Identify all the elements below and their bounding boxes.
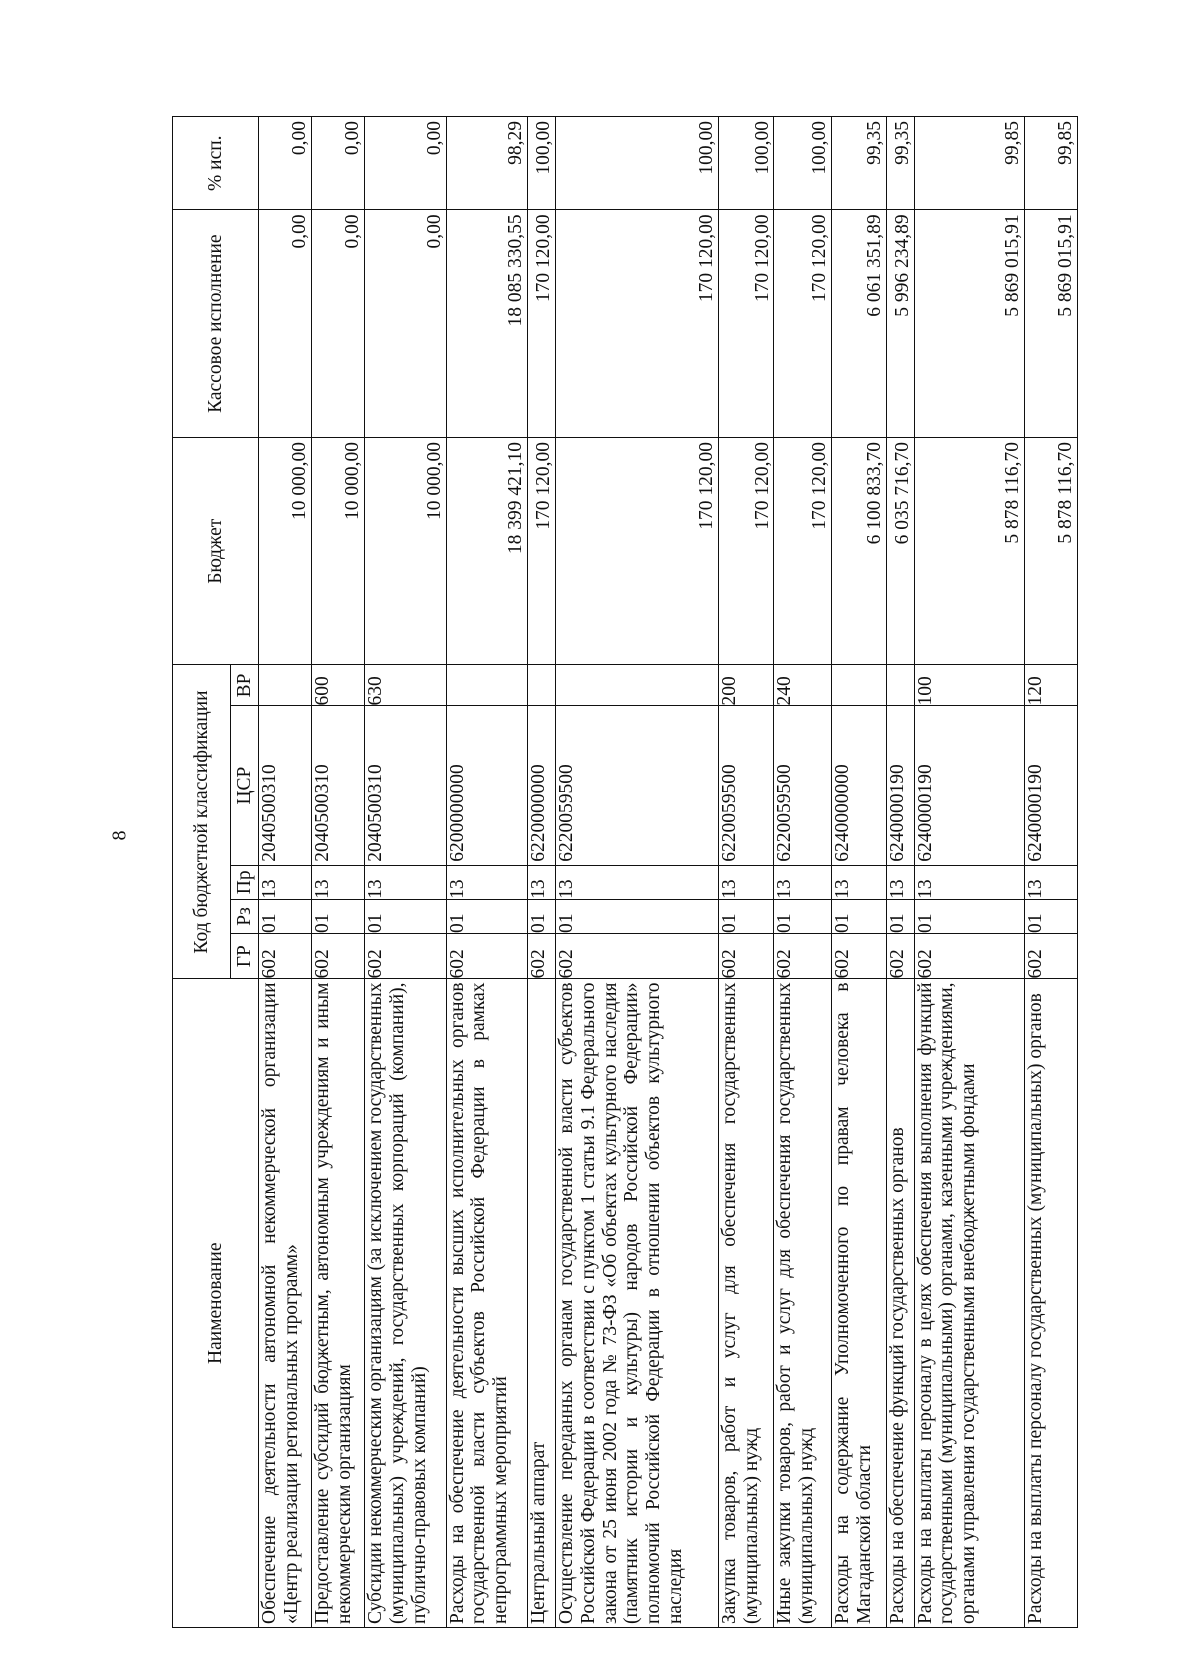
header-cash-execution: Кассовое исполнение: [173, 210, 259, 438]
row-cash: 5 996 234,89: [886, 210, 914, 438]
row-pct: 100,00: [719, 117, 774, 210]
row-csr: 2040500310: [364, 706, 446, 865]
row-pct: 100,00: [555, 117, 718, 210]
row-pct: 0,00: [311, 117, 364, 210]
row-name: Расходы на содержание Уполномоченного по правам человека в Магаданской области: [831, 979, 886, 1628]
row-gr: 602: [311, 933, 364, 979]
row-name: Расходы на выплаты персоналу в целях обеспечения выполнения функций государственными (муниципальными) органами, казенными учреждениями, органами управления государственными внебюджетными фондами: [914, 979, 1024, 1628]
row-vr: 120: [1024, 665, 1077, 706]
table-row: [719, 117, 774, 1628]
row-pct: 99,85: [1024, 117, 1077, 210]
row-rz: 01: [528, 899, 556, 933]
row-budget: 170 120,00: [555, 437, 718, 665]
row-cash: 0,00: [364, 210, 446, 438]
row-name: Расходы на обеспечение деятельности высших исполнительных органов государственной власти субъектов Российской Федерации в рамках непрограммных мероприятий: [446, 979, 528, 1628]
row-pct: 99,35: [831, 117, 886, 210]
row-pct: 0,00: [259, 117, 312, 210]
row-gr: 602: [1024, 933, 1077, 979]
budget-execution-table: [172, 116, 1078, 1628]
row-pr: 13: [914, 865, 1024, 899]
row-pct: 0,00: [364, 117, 446, 210]
row-csr: 6240000190: [914, 706, 1024, 865]
row-budget: 10 000,00: [364, 437, 446, 665]
row-budget: 6 035 716,70: [886, 437, 914, 665]
row-pct: 98,29: [446, 117, 528, 210]
table-row: [311, 117, 364, 1628]
table-row: [528, 117, 556, 1628]
row-rz: 01: [886, 899, 914, 933]
row-cash: 170 120,00: [774, 210, 831, 438]
row-csr: 6240000000: [831, 706, 886, 865]
table-row: [831, 117, 886, 1628]
row-rz: 01: [719, 899, 774, 933]
row-pr: 13: [446, 865, 528, 899]
row-pr: 13: [1024, 865, 1077, 899]
row-csr: 6220059500: [555, 706, 718, 865]
row-vr: 240: [774, 665, 831, 706]
row-pct: 99,85: [914, 117, 1024, 210]
row-rz: 01: [555, 899, 718, 933]
row-name: Закупка товаров, работ и услуг для обеспечения государственных (муниципальных) нужд: [719, 979, 774, 1628]
row-rz: 01: [259, 899, 312, 933]
row-budget: 10 000,00: [311, 437, 364, 665]
row-gr: 602: [831, 933, 886, 979]
row-cash: 170 120,00: [555, 210, 718, 438]
row-gr: 602: [774, 933, 831, 979]
row-rz: 01: [914, 899, 1024, 933]
table-row: [1024, 117, 1077, 1628]
row-cash: 5 869 015,91: [1024, 210, 1077, 438]
row-gr: 602: [886, 933, 914, 979]
row-budget: 6 100 833,70: [831, 437, 886, 665]
row-rz: 01: [311, 899, 364, 933]
row-pr: 13: [364, 865, 446, 899]
header-gr: ГР: [231, 933, 259, 979]
header-vr: ВР: [231, 665, 259, 706]
row-cash: 0,00: [311, 210, 364, 438]
row-cash: 0,00: [259, 210, 312, 438]
row-pr: 13: [259, 865, 312, 899]
row-name: Субсидии некоммерческим организациям (за исключением государственных (муниципальных) учреждений, государственных корпораций (компаний), публично-правовых компаний): [364, 979, 446, 1628]
row-pr: 13: [886, 865, 914, 899]
row-vr: 630: [364, 665, 446, 706]
row-gr: 602: [364, 933, 446, 979]
header-pr: Пр: [231, 865, 259, 899]
header-csr: ЦСР: [231, 706, 259, 865]
row-vr: [446, 665, 528, 706]
row-gr: 602: [528, 933, 556, 979]
row-budget: 170 120,00: [719, 437, 774, 665]
header-budget: Бюджет: [173, 437, 259, 665]
table-row: [774, 117, 831, 1628]
row-vr: 200: [719, 665, 774, 706]
row-name: Предоставление субсидий бюджетным, автономным учреждениям и иным некоммерческим организациям: [311, 979, 364, 1628]
row-vr: [886, 665, 914, 706]
row-rz: 01: [1024, 899, 1077, 933]
table-row: [555, 117, 718, 1628]
row-pr: 13: [831, 865, 886, 899]
row-gr: 602: [719, 933, 774, 979]
row-name: Иные закупки товаров, работ и услуг для обеспечения государственных (муниципальных) нужд: [774, 979, 831, 1628]
row-cash: 18 085 330,55: [446, 210, 528, 438]
row-cash: 6 061 351,89: [831, 210, 886, 438]
row-cash: 5 869 015,91: [914, 210, 1024, 438]
row-gr: 602: [555, 933, 718, 979]
row-vr: [259, 665, 312, 706]
row-csr: 6220059500: [719, 706, 774, 865]
row-pr: 13: [528, 865, 556, 899]
row-vr: [555, 665, 718, 706]
table-row: [446, 117, 528, 1628]
row-cash: 170 120,00: [719, 210, 774, 438]
row-name: Осуществление переданных органам государственной власти субъектов Российской Федерации в соответствии с пунктом 1 статьи 9.1 Федерального закона от 25 июня 2002 года № 73-ФЗ «Об объектах культурного наследия (памятник истории и культуры) народов Российской Федерации» полномочий Российской Федерации в отношении объектов культурного наследия: [555, 979, 718, 1628]
row-rz: 01: [831, 899, 886, 933]
row-budget: 5 878 116,70: [1024, 437, 1077, 665]
row-csr: 2040500310: [259, 706, 312, 865]
row-csr: 6240000190: [886, 706, 914, 865]
row-rz: 01: [364, 899, 446, 933]
row-pr: 13: [311, 865, 364, 899]
row-pr: 13: [719, 865, 774, 899]
row-gr: 602: [259, 933, 312, 979]
table-row: [886, 117, 914, 1628]
row-budget: 10 000,00: [259, 437, 312, 665]
row-vr: [831, 665, 886, 706]
row-pct: 100,00: [774, 117, 831, 210]
row-budget: 170 120,00: [774, 437, 831, 665]
row-rz: 01: [446, 899, 528, 933]
page-number: 8: [108, 830, 131, 841]
row-name: Обеспечение деятельности автономной некоммерческой организации «Центр реализации региональных программ»: [259, 979, 312, 1628]
row-vr: [528, 665, 556, 706]
table-row: [914, 117, 1024, 1628]
row-budget: 170 120,00: [528, 437, 556, 665]
row-gr: 602: [914, 933, 1024, 979]
row-budget: 18 399 421,10: [446, 437, 528, 665]
header-percent-executed: % исп.: [173, 117, 259, 210]
row-pr: 13: [555, 865, 718, 899]
header-code-group: Код бюджетной классификации: [173, 665, 231, 979]
row-pr: 13: [774, 865, 831, 899]
header-name: Наименование: [173, 979, 259, 1628]
row-name: Расходы на обеспечение функций государственных органов: [886, 979, 914, 1628]
row-vr: 600: [311, 665, 364, 706]
rotated-page-content: [172, 116, 1078, 1628]
row-budget: 5 878 116,70: [914, 437, 1024, 665]
table-row: [364, 117, 446, 1628]
row-csr: 6220059500: [774, 706, 831, 865]
row-csr: 6220000000: [528, 706, 556, 865]
row-rz: 01: [774, 899, 831, 933]
row-gr: 602: [446, 933, 528, 979]
row-name: Расходы на выплаты персоналу государственных (муниципальных) органов: [1024, 979, 1077, 1628]
row-name: Центральный аппарат: [528, 979, 556, 1628]
table-row: [259, 117, 312, 1628]
header-rz: Рз: [231, 899, 259, 933]
row-csr: 6240000190: [1024, 706, 1077, 865]
row-csr: 6200000000: [446, 706, 528, 865]
row-vr: 100: [914, 665, 1024, 706]
row-cash: 170 120,00: [528, 210, 556, 438]
row-pct: 100,00: [528, 117, 556, 210]
row-pct: 99,35: [886, 117, 914, 210]
row-csr: 2040500310: [311, 706, 364, 865]
